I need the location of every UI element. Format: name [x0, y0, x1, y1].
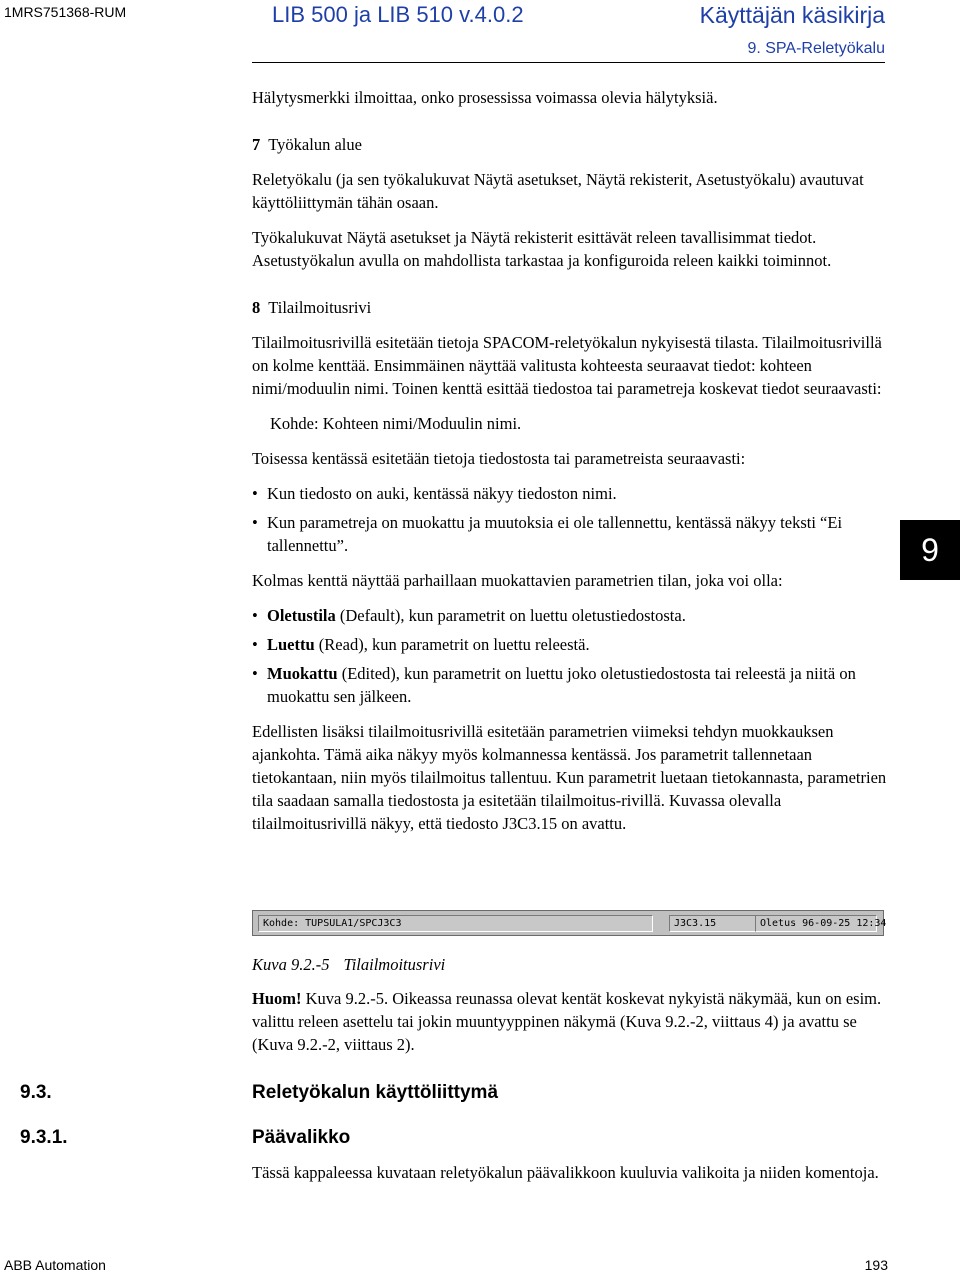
section-7-paragraph-1: Reletyökalu (ja sen työkalukuvat Näytä asetukset, Näytä rekisterit, Asetustyökalu) avautuvat käyttöliittymän tähän osaan. — [252, 170, 864, 212]
paragraph-main-menu — [252, 1161, 892, 1184]
product-title: LIB 500 ja LIB 510 v.4.0.2 — [272, 2, 524, 27]
section-8-heading — [252, 296, 892, 319]
heading-9-3-number: 9.3. — [20, 1082, 52, 1103]
section-8-indent: Kohde: Kohteen nimi/Moduulin nimi. — [270, 414, 522, 433]
status-field-state: Oletus 96-09-25 12:34 — [755, 915, 877, 932]
paragraph-main-menu-text: Tässä kappaleessa kuvataan reletyökalun päävalikkoon kuuluvia valikoita ja niiden komentoja. — [252, 1163, 879, 1182]
section-8-paragraph-2: Toisessa kentässä esitetään tietoja tiedostosta tai parametreista seuraavasti: — [252, 449, 746, 468]
paragraph-alarm: Hälytysmerkki ilmoittaa, onko prosessissa voimassa olevia hälytyksiä. — [252, 88, 718, 107]
section-7-title: Työkalun alue — [268, 135, 362, 154]
list-item-text: (Default), kun parametrit on luettu oletustiedostosta. — [335, 606, 686, 625]
figure-title: Tilailmoitusrivi — [343, 955, 446, 974]
figure-number: Kuva 9.2.-5 — [252, 955, 330, 974]
heading-9-3-1-number: 9.3.1. — [20, 1127, 68, 1148]
heading-9-3-1-title: Päävalikko — [252, 1127, 351, 1148]
section-7-number: 7 — [252, 135, 261, 154]
list-item — [252, 662, 892, 708]
section-8-title: Tilailmoitusrivi — [268, 298, 372, 317]
chapter-title: 9. SPA-Reletyökalu — [747, 40, 885, 57]
section-8-paragraph-1: Tilailmoitusrivillä esitetään tietoja SPACOM-reletyökalun nykyisestä tilasta. Tilailmoitusrivillä on kolme kenttää. Ensimmäinen näyttää valitusta kohteesta seuraavat tiedot: kohteen nimi/moduulin nimi. Toinen kenttä esittää tiedostoa tai parametreja koskevat tiedot seuraavasti: — [252, 333, 882, 398]
footer-company: ABB Automation — [4, 1257, 106, 1273]
section-7-paragraph-2: Työkalukuvat Näytä asetukset ja Näytä rekisterit esittävät releen tavallisimmat tiedot. Asetustyökalun avulla on mahdollista tarkastaa ja konfiguroida releen kaikki toiminnot. — [252, 228, 832, 270]
status-bar-figure — [252, 910, 887, 936]
note-label: Huom! — [252, 989, 302, 1008]
note — [252, 987, 892, 1056]
list-item-term: Oletustila — [267, 606, 336, 625]
list-item-term: Muokattu — [267, 664, 338, 683]
header-rule — [252, 62, 885, 63]
page-number: 193 — [864, 1257, 888, 1273]
list-item-text: (Edited), kun parametrit on luettu joko oletustiedostosta tai releestä ja niitä on muokattu sen jälkeen. — [267, 664, 856, 706]
note-text: Kuva 9.2.-5. Oikeassa reunassa olevat kentät koskevat nykyistä näkymää, kun on esim. valittu releen asettelu tai jokin muuntyyppinen näkymä (Kuva 9.2.-2, viittaus 4) ja avattu se (Kuva 9.2.-2, viittaus 2). — [252, 989, 882, 1054]
list-item — [252, 633, 892, 656]
document-id: 1MRS751368-RUM — [4, 4, 127, 20]
section-8-paragraph-3: Kolmas kenttä näyttää parhaillaan muokattavien parametrien tilan, joka voi olla: — [252, 571, 783, 590]
body-text-top — [252, 86, 892, 835]
section-7-heading — [252, 133, 892, 156]
section-8-paragraph-4: Edellisten lisäksi tilailmoitusrivillä esitetään parametrien viimeksi tehdyn muokkauksen ajankohta. Tämä aika näkyy myös kolmannessa kentässä. Jos parametrit tallennetaan tietokantaan, niin myös tilailmoitus tallentuu. Kun parametrit luetaan tietokannasta, parametrien tila saadaan samalla tiedostosta ja esitetään tilailmoitus-rivillä. Kuvassa olevalla tilailmoitusrivillä näkyy, että tiedosto J3C3.15 on avattu. — [252, 722, 887, 833]
list-item — [252, 604, 892, 627]
chapter-tab: 9 — [900, 520, 960, 580]
status-field-target: Kohde: TUPSULA1/SPCJ3C3 — [258, 915, 653, 932]
status-field-file: J3C3.15 — [669, 915, 771, 932]
manual-title: Käyttäjän käsikirja — [699, 2, 885, 28]
heading-9-3-title: Reletyökalun käyttöliittymä — [252, 1082, 499, 1103]
list-item-term: Luettu — [267, 635, 315, 654]
figure-caption — [252, 955, 459, 975]
list-item: • Kun tiedosto on auki, kentässä näkyy tiedoston nimi. — [252, 482, 892, 505]
section-8-number: 8 — [252, 298, 261, 317]
list-item: • Kun parametreja on muokattu ja muutoksia ei ole tallennettu, kentässä näkyy teksti “Ei tallennettu”. — [252, 511, 892, 557]
list-item-text: (Read), kun parametrit on luettu releestä. — [314, 635, 590, 654]
